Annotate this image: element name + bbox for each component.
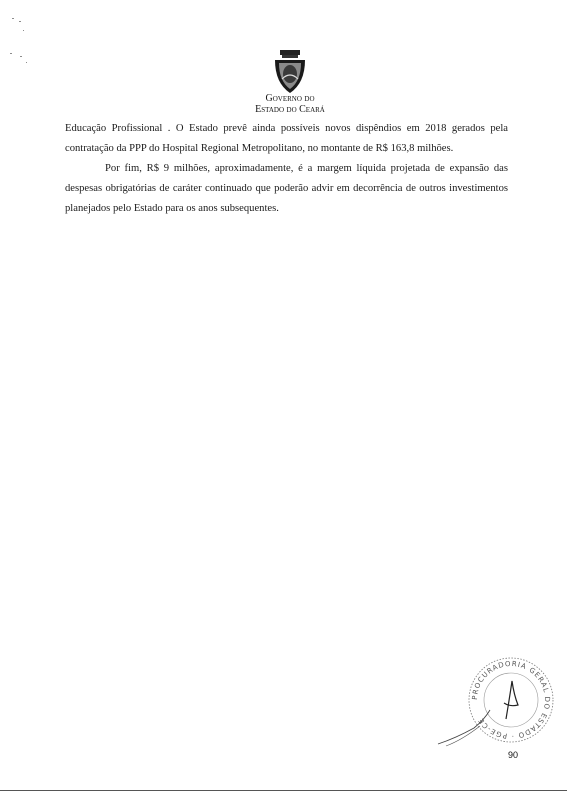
stamp-text: PROCURADORIA GERAL DO ESTADO · PGE-CE	[470, 659, 552, 741]
paragraph-2: Por fim, R$ 9 milhões, aproximadamente, é a margem líquida projetada de expansão das despesas obrigatórias de caráter continuado que poderão advir em decorrência de outros investimentos planejados pelo Estado para os anos subsequentes.	[65, 163, 508, 214]
government-title	[230, 93, 350, 115]
government-title-line1: Governo do	[265, 93, 315, 104]
scan-speck	[12, 18, 14, 19]
government-title-line2: Estado do Ceará	[255, 104, 325, 115]
state-coat-of-arms-icon	[270, 49, 310, 95]
signature-stroke	[436, 708, 492, 748]
paragraph-1: Educação Profissional . O Estado prevê ainda possíveis novos dispêndios em 2018 gerados pela contratação da PPP do Hospital Regional Metropolitano, no montante de R$ 163,8 milhões.	[65, 123, 508, 154]
scan-speck	[26, 62, 27, 63]
scan-speck	[19, 21, 21, 22]
document-body	[65, 119, 508, 219]
bottom-rule	[0, 790, 567, 791]
scan-speck	[23, 30, 24, 31]
scan-speck	[10, 53, 12, 54]
scan-speck	[20, 56, 22, 57]
page-number: 90	[508, 750, 519, 760]
